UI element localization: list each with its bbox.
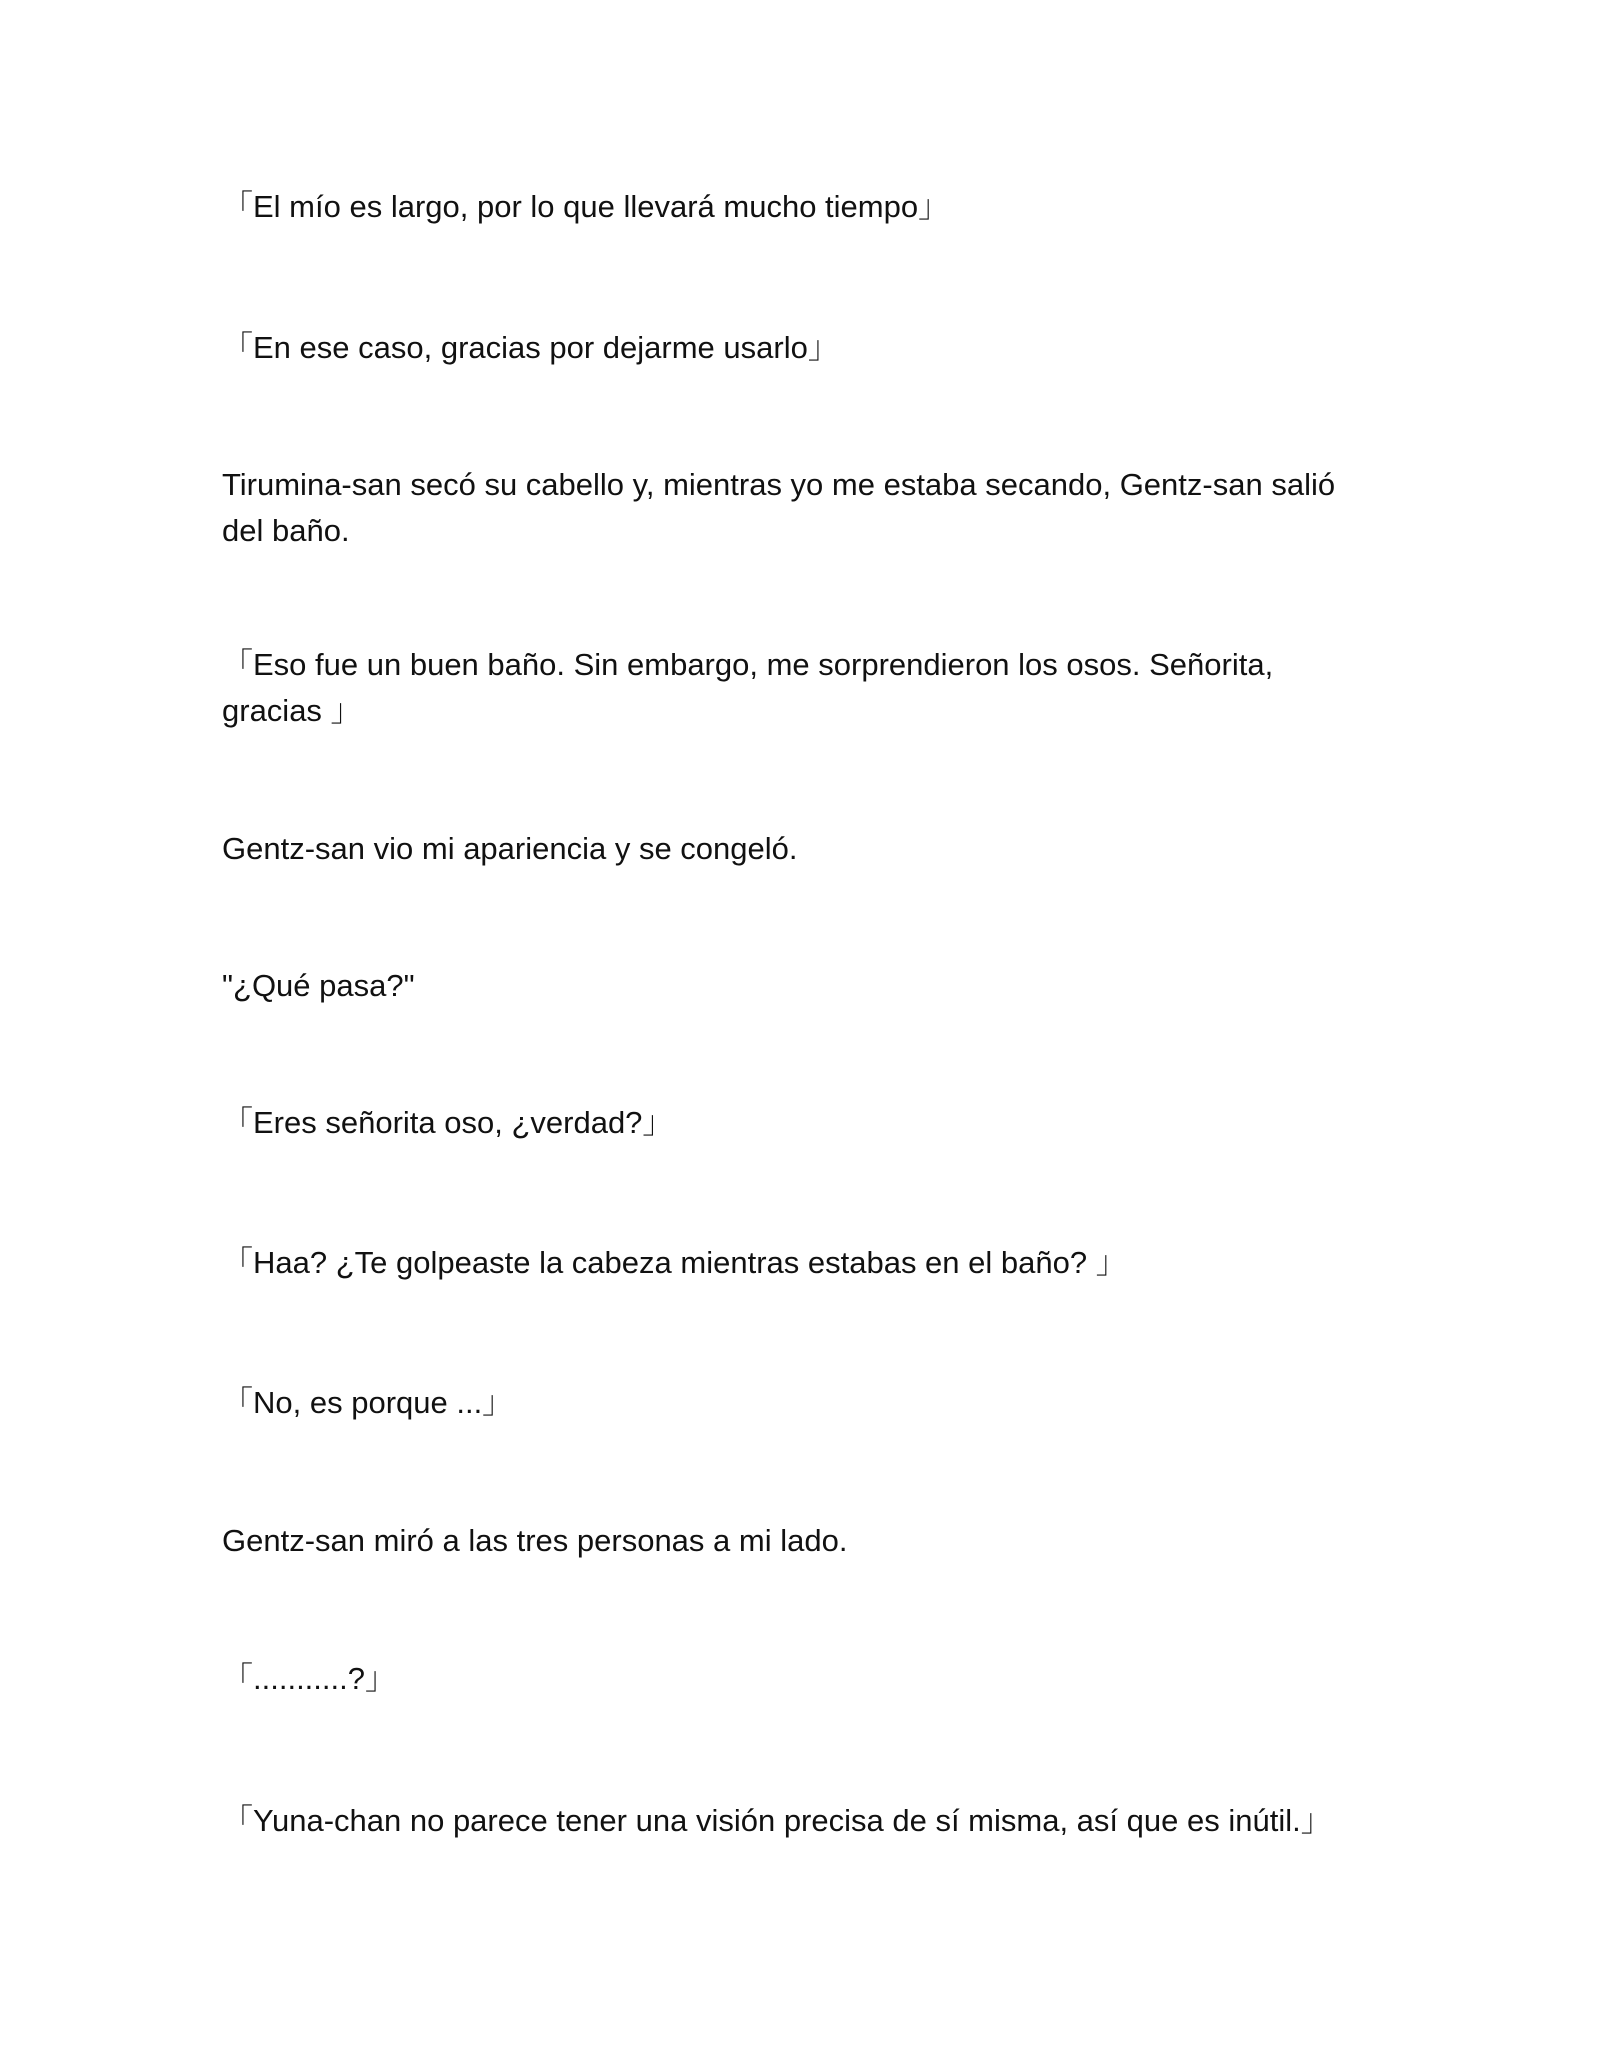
paragraph-10: Gentz-san miró a las tres personas a mi lado. [222, 1523, 848, 1558]
paragraph-9: 「No, es porque ...」 [222, 1385, 514, 1420]
paragraph-8: 「Haa? ¿Te golpeaste la cabeza mientras estabas en el baño? 」 [222, 1245, 1127, 1280]
paragraph-4: 「Eso fue un buen baño. Sin embargo, me sorprendieron los osos. Señorita, gracias 」 [222, 647, 1274, 728]
paragraph-6: "¿Qué pasa?" [222, 968, 415, 1003]
paragraph-12: 「Yuna-chan no parece tener una visión precisa de sí misma, así que es inútil.」 [222, 1803, 1332, 1838]
paragraph-11: 「...........?」 [222, 1661, 396, 1696]
paragraph-3: Tirumina-san secó su cabello y, mientras yo me estaba secando, Gentz-san salió del baño. [222, 467, 1336, 548]
paragraph-5: Gentz-san vio mi apariencia y se congeló. [222, 831, 798, 866]
paragraph-1: 「El mío es largo, por lo que llevará mucho tiempo」 [222, 189, 950, 224]
paragraph-7: 「Eres señorita oso, ¿verdad?」 [222, 1105, 674, 1140]
paragraph-2: 「En ese caso, gracias por dejarme usarlo」 [222, 330, 839, 365]
